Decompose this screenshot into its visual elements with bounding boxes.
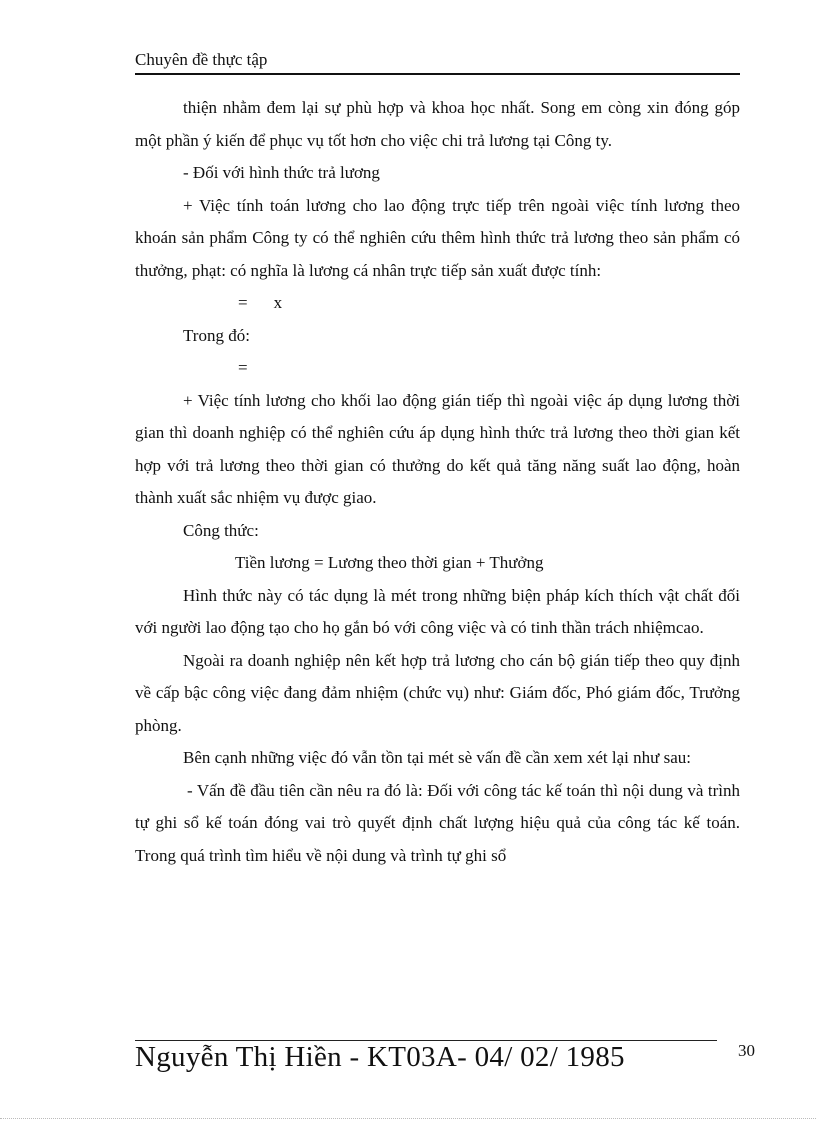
- paragraph: Công thức:: [183, 520, 259, 540]
- paragraph: - Đối với hình thức trả lương: [183, 163, 380, 182]
- paragraph: + Việc tính toán lương cho lao động trực tiếp trên ngoài việc tính lương theo khoán sản phẩm Công ty có thể nghiên cứu thêm hình thức trả lương theo sản phẩm có thưởng, phạt: có nghĩa là lương cá nhân trực tiếp sản xuất được tính:: [135, 195, 740, 280]
- paragraph: Trong đó:: [183, 325, 250, 345]
- paragraph: thiện nhằm đem lại sự phù hợp và khoa học nhất. Song em còng xin đóng góp một phần ý kiến để phục vụ tốt hơn cho việc chi trả lương tại Công ty.: [135, 98, 740, 150]
- paragraph: Ngoài ra doanh nghiệp nên kết hợp trả lương cho cán bộ gián tiếp theo quy định về cấp bậc công việc đang đảm nhiệm (chức vụ) như: Giám đốc, Phó giám đốc, Trưởng phòng.: [135, 650, 740, 735]
- page-header: [135, 50, 740, 75]
- footer-author: Nguyễn Thị Hiền - KT03A- 04/ 02/ 1985: [135, 1041, 625, 1073]
- formula-line: [135, 287, 740, 320]
- formula-multiply: x: [273, 293, 283, 312]
- page-bottom-border: [0, 1118, 816, 1119]
- paragraph: - Vấn đề đầu tiên cần nêu ra đó là: Đối với công tác kế toán thì nội dung và trình tự ghi sổ kế toán đóng vai trò quyết định chất lượng hiệu quả của công tác kế toán. Trong quá trình tìm hiểu về nội dung và trình tự ghi sổ: [135, 780, 740, 865]
- header-title: Chuyên đề thực tập: [135, 50, 268, 69]
- paragraph: Bên cạnh những việc đó vẫn tồn tại mét sè vấn đề cần xem xét lại như sau:: [183, 748, 691, 767]
- paragraph: Hình thức này có tác dụng là mét trong những biện pháp kích thích vật chất đối với người lao động tạo cho họ gắn bó với công việc và có tinh thần trách nhiệmcao.: [135, 585, 740, 637]
- formula-equals: =: [238, 293, 248, 312]
- page-number: 30: [738, 1041, 755, 1060]
- formula-equals: =: [238, 358, 248, 377]
- paragraph: + Việc tính lương cho khối lao động gián tiếp thì ngoài việc áp dụng lương thời gian thì doanh nghiệp có thể nghiên cứu áp dụng hình thức trả lương theo thời gian kết hợp với trả lương theo thời gian có thưởng do kết quả tăng năng suất lao động, hoàn thành xuất sắc nhiệm vụ được giao.: [135, 390, 740, 507]
- formula-line: Tiền lương = Lương theo thời gian + Thưởng: [235, 553, 544, 572]
- document-body: [135, 92, 740, 872]
- formula-line: [135, 352, 740, 385]
